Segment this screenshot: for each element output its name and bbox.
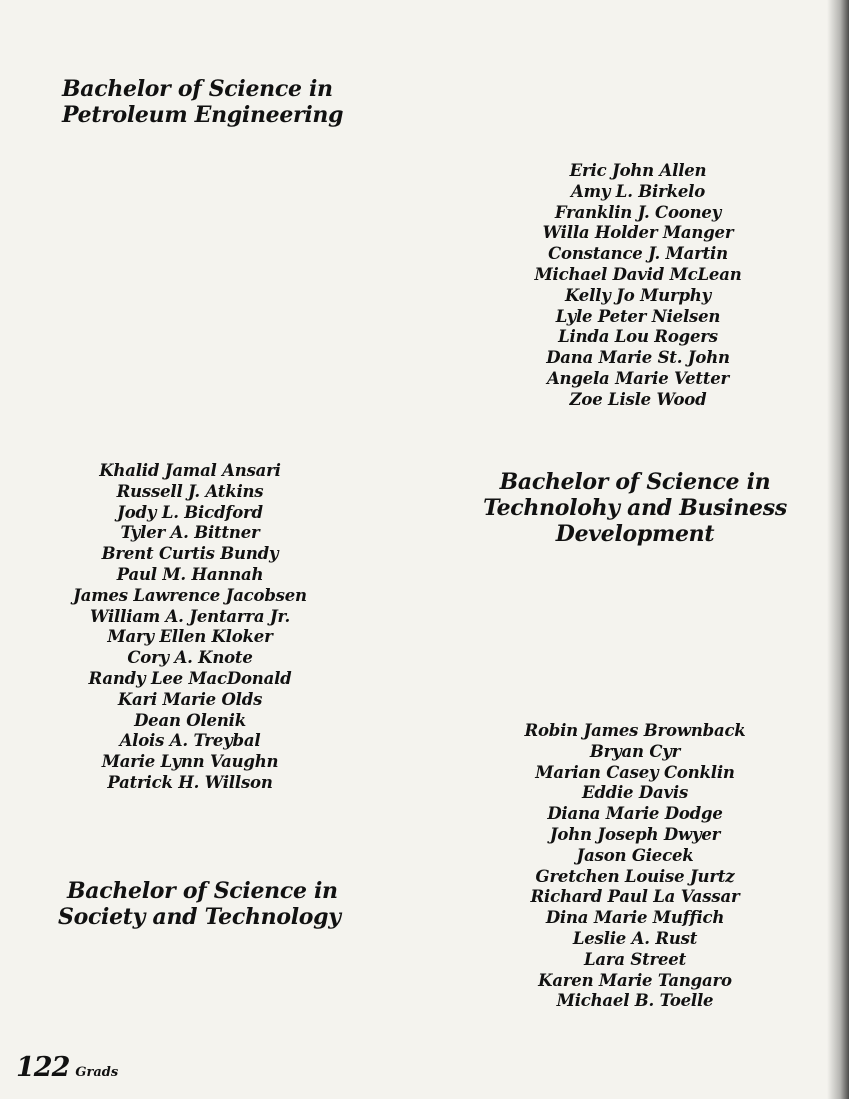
graduate-name: Randy Lee MacDonald <box>88 668 292 688</box>
graduate-name: Gretchen Louise Jurtz <box>535 866 735 886</box>
graduate-name: Richard Paul La Vassar <box>530 887 740 907</box>
graduate-name: Zoe Lisle Wood <box>569 389 707 409</box>
petroleum-engineering-heading <box>62 76 343 128</box>
graduate-name: Lara Street <box>583 949 687 969</box>
graduate-name: Khalid Jamal Ansari <box>99 461 281 480</box>
graduate-name: Kari Marie Olds <box>117 689 263 709</box>
graduate-name: Linda Lou Rogers <box>558 327 718 347</box>
graduate-name: Amy L. Birkelo <box>571 181 705 201</box>
heading-line: Development <box>555 521 715 547</box>
graduate-name: Tyler A. Bittner <box>120 523 260 543</box>
heading-line: Technolohy and Business <box>483 495 787 521</box>
graduate-name: William A. Jentarra Jr. <box>89 606 291 626</box>
graduate-name: Michael David McLean <box>534 264 742 284</box>
heading-line: Bachelor of Science in <box>62 76 333 102</box>
heading-line: Bachelor of Science in <box>67 878 338 904</box>
graduate-name: Alois A. Treybal <box>119 731 261 751</box>
graduate-name: Dana Marie St. John <box>546 348 730 368</box>
section-name: Grads <box>75 1065 119 1080</box>
graduate-name: Jody L. Bicdford <box>117 502 263 522</box>
heading-line: Bachelor of Science in <box>499 469 771 495</box>
graduate-name: Marie Lynn Vaughn <box>101 752 279 772</box>
graduate-name: Dina Marie Muffich <box>545 908 725 928</box>
graduate-name: Michael B. Toelle <box>556 991 714 1011</box>
petroleum-engineering-names <box>500 161 776 411</box>
graduate-name: Dean Olenik <box>134 710 246 730</box>
graduate-name: Lyle Peter Nielsen <box>555 306 721 326</box>
graduate-name: Franklin J. Cooney <box>554 202 722 222</box>
technology-business-names <box>490 721 780 1012</box>
heading-line: Society and Technology <box>58 904 341 930</box>
graduate-name: Patrick H. Willson <box>107 772 273 792</box>
left-column-names <box>40 461 340 794</box>
technology-business-heading <box>480 469 790 547</box>
graduate-name: Eddie Davis <box>581 783 689 803</box>
graduate-name: Diana Marie Dodge <box>547 804 723 824</box>
graduate-name: Mary Ellen Kloker <box>107 627 273 647</box>
graduate-name: Leslie A. Rust <box>572 928 698 948</box>
graduate-name: Russell J. Atkins <box>116 481 264 501</box>
graduate-name: James Lawrence Jacobsen <box>73 585 307 605</box>
graduate-name: Bryan Cyr <box>589 741 681 761</box>
page-number: 122 <box>16 1052 70 1083</box>
graduate-name: Robin James Brownback <box>524 721 746 740</box>
graduate-name: Brent Curtis Bundy <box>101 544 279 564</box>
graduate-name: Paul M. Hannah <box>116 564 264 584</box>
graduate-name: Karen Marie Tangaro <box>538 970 732 990</box>
graduate-name: Eric John Allen <box>569 161 707 180</box>
graduate-name: Angela Marie Vetter <box>546 368 730 388</box>
graduate-name: Marian Casey Conklin <box>535 762 735 782</box>
heading-line: Petroleum Engineering <box>62 102 344 128</box>
page-edge-shadow <box>827 0 849 1099</box>
graduate-name: Kelly Jo Murphy <box>565 285 711 305</box>
graduate-name: Cory A. Knote <box>127 648 253 668</box>
graduate-name: Jason Giecek <box>576 845 694 865</box>
society-technology-heading <box>58 878 341 930</box>
page-footer <box>16 1052 118 1083</box>
graduate-name: John Joseph Dwyer <box>549 824 721 844</box>
graduate-name: Constance J. Martin <box>548 244 728 264</box>
graduate-name: Willa Holder Manger <box>542 223 734 243</box>
